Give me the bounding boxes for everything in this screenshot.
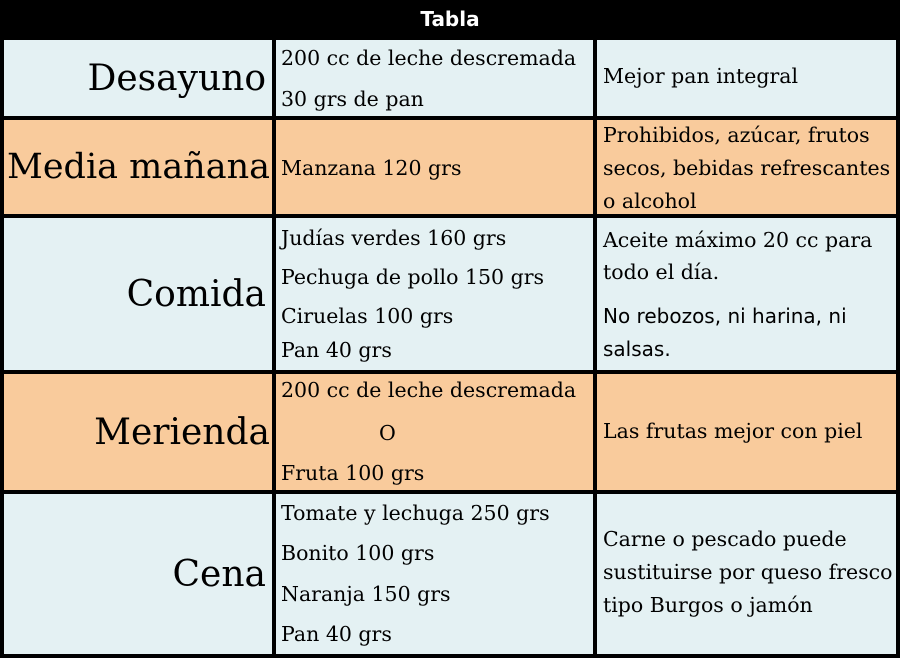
meal-cell-media-manana [4,120,272,214]
foods-cell-merienda [276,374,593,490]
food-line: Tomate y lechuga 250 grs [281,501,550,525]
note-line: todo el día. [603,260,720,284]
note-line: Carne o pescado puede [603,527,847,551]
note-line: salsas. [603,337,671,361]
meal-label: Desayuno [87,57,266,99]
food-line: 30 grs de pan [281,87,424,111]
notes-cell-cena [597,494,896,654]
note-line: Mejor pan integral [603,64,799,88]
meal-cell-merienda [4,374,272,490]
food-line: Ciruelas 100 grs [281,304,454,328]
foods-cell-media-manana [276,120,593,214]
table-title: Tabla [420,7,480,31]
foods-cell-cena [276,494,593,654]
food-line: Bonito 100 grs [281,541,435,565]
notes-cell-comida [597,218,896,370]
note-line: tipo Burgos o jamón [603,593,813,617]
notes-cell-media-manana [597,120,896,214]
food-line: 200 cc de leche descremada [281,378,577,402]
food-line: Manzana 120 grs [281,156,462,180]
foods-cell-desayuno [276,40,593,116]
meal-label: Comida [126,273,266,315]
food-line: O [379,421,396,445]
meal-label: Merienda [94,411,270,453]
note-line: No rebozos, ni harina, ni [603,304,847,328]
notes-cell-merienda [597,374,896,490]
food-line: Pan 40 grs [281,622,392,646]
notes-cell-desayuno [597,40,896,116]
note-line: o alcohol [603,189,697,213]
food-line: Judías verdes 160 grs [281,226,507,250]
note-line: Las frutas mejor con piel [603,419,863,443]
food-line: Fruta 100 grs [281,461,425,485]
note-line: secos, bebidas refrescantes [603,156,891,180]
meal-cell-cena [4,494,272,654]
food-line: 200 cc de leche descremada [281,46,577,70]
meal-cell-comida [4,218,272,370]
food-line: Pan 40 grs [281,338,392,362]
note-line: Aceite máximo 20 cc para [603,228,873,252]
food-line: Pechuga de pollo 150 grs [281,265,545,289]
note-line: Prohibidos, azúcar, frutos [603,123,870,147]
meal-label: Cena [172,553,266,595]
note-line: sustituirse por queso fresco [603,560,893,584]
meal-label: Media mañana [6,147,270,187]
meal-cell-desayuno [4,40,272,116]
foods-cell-comida [276,218,593,370]
food-line: Naranja 150 grs [281,582,451,606]
